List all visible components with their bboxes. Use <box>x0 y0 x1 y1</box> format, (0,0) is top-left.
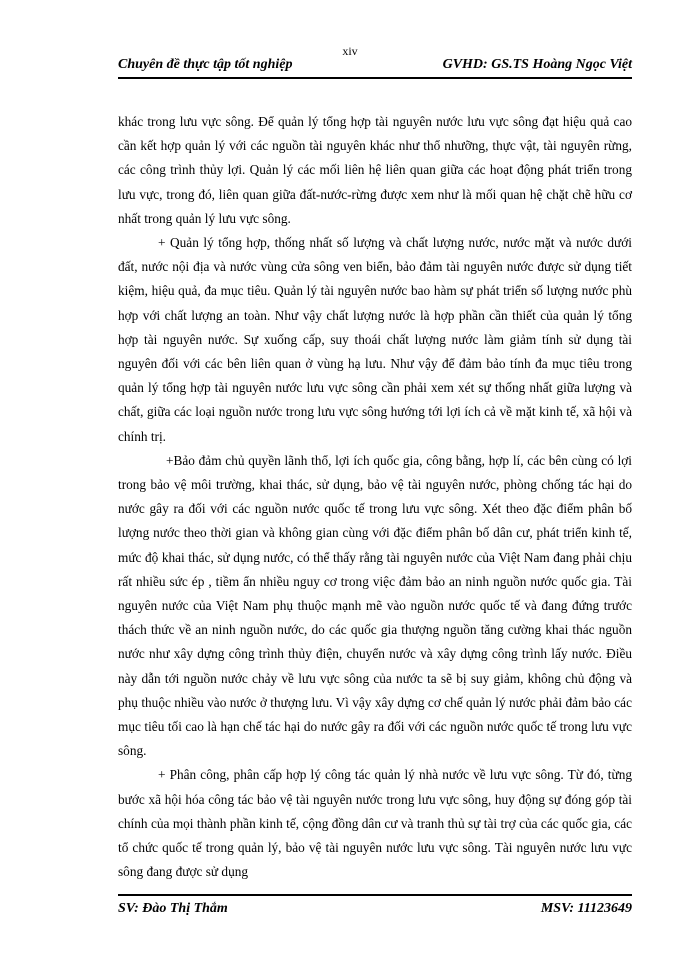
document-body <box>118 110 632 885</box>
paragraph-decentralization: + Phân công, phân cấp hợp lý công tác quản lý nhà nước về lưu vực sông. Từ đó, từng bước xã hội hóa công tác bảo vệ tài nguyên nước trong lưu vực sông, huy động sự đóng góp tài chính của mọi thành phần kinh tế, cộng đồng dân cư và tranh thủ sự tài trợ của các quốc gia, các tổ chức quốc tế trong quản lý, bảo vệ tài nguyên nước lưu vực sông. Tài nguyên nước lưu vực sông đang được sử dụng <box>118 767 632 880</box>
paragraph-quantity-quality: + Quản lý tổng hợp, thống nhất số lượng và chất lượng nước, nước mặt và nước dưới đất, nước nội địa và nước vùng cửa sông ven biển, bảo đảm tài nguyên nước được sử dụng tiết kiệm, hiệu quả, đa mục tiêu. Quản lý tài nguyên nước bao hàm sự phát triển số lượng nước phù hợp với chất lượng an toàn. Như vậy chất lượng nước là hợp phần cần thiết của quản lý tổng hợp tài nguyên nước. Sự xuống cấp, suy thoái chất lượng nước làm giảm tính sử dụng tài nguyên đối với các bên liên quan ở vùng hạ lưu. Như vậy để đảm bảo tính đa mục tiêu trong quản lý tổng hợp tài nguyên nước lưu vực sông cần phải xem xét sự thống nhất giữa lượng và chất, giữa các loại nguồn nước trong lưu vực sông hướng tới lợi ích cả về mặt kinh tế, xã hội và chính trị. <box>118 235 632 444</box>
footer-student-id: MSV: 11123649 <box>540 901 632 916</box>
paragraph-continuation: khác trong lưu vực sông. Để quản lý tổng hợp tài nguyên nước lưu vực sông đạt hiệu quả cao cần kết hợp quản lý với các nguồn tài nguyên khác như thổ nhưỡng, thực vật, tài nguyên rừng, các công trình thủy lợi. Quản lý các mối liên hệ liên quan giữa các hoạt động phát triển trong lưu vực, trong đó, liên quan giữa đất-nước-rừng được xem như là mối quan hệ chặt chẽ hữu cơ nhất trong quản lý lưu vực sông. <box>118 114 632 226</box>
paragraph-sovereignty: +Bảo đảm chủ quyền lãnh thổ, lợi ích quốc gia, công bằng, hợp lí, các bên cùng có lợi trong bảo vệ môi trường, khai thác, sử dụng, bảo vệ tài nguyên nước, phòng chống tác hại do nước gây ra đối với các nguồn nước quốc tế trong lưu vực sông. Xét theo đặc điểm phân bố lượng nước theo thời gian và không gian cùng với đặc điểm phân bố dân cư, phát triển kinh tế, mức độ khai thác, sử dụng nước, có thể thấy rằng tài nguyên nước của Việt Nam đang phải chịu rất nhiều sức ép , tiềm ẩn nhiều nguy cơ trong việc đảm bảo an ninh nguồn nước quốc gia. Tài nguyên nước của Việt Nam phụ thuộc mạnh mẽ vào nguồn nước quốc tế và đang đứng trước thách thức về an ninh nguồn nước, do các quốc gia thượng nguồn tăng cường khai thác nguồn nước như xây dựng công trình thủy điện, chuyển nước và xây dựng công trình lấy nước. Điều này dẫn tới nguồn nước chảy về lưu vực sông của nước ta sẽ bị suy giảm, không chủ động và phụ thuộc nhiều vào nước ở thượng lưu. Vì vậy xây dựng cơ chế quản lý nước phải đảm bảo các mục tiêu tối cao là hạn chế tác hại do nước gây ra đối với các nguồn nước quốc tế trong lưu vực sông. <box>118 452 632 759</box>
header-report-title: Chuyên đề thực tập tốt nghiệp <box>118 57 293 72</box>
header-supervisor: GVHD: GS.TS Hoàng Ngọc Việt <box>442 57 632 72</box>
page-footer <box>118 894 632 918</box>
page-header <box>118 57 632 79</box>
footer-student-name: SV: Đào Thị Thắm <box>118 901 228 916</box>
page-number: xiv <box>342 44 358 58</box>
